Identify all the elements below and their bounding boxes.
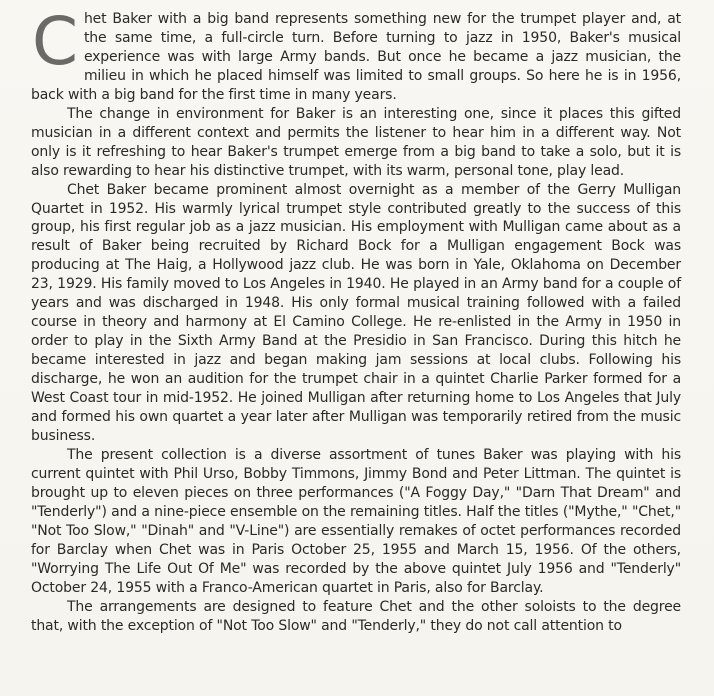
paragraph-2: The change in environment for Baker is an interesting one, since it places this gifted musician in a different context and permits the listener to hear him in a different way. Not only is it refreshing to hear Baker's trumpet emerge from a big band to take a solo, but it is also rewarding to hear his distinctive trumpet, with its warm, personal tone, play lead. xyxy=(31,105,681,179)
paragraph-3: Chet Baker became prominent almost overnight as a member of the Gerry Mulligan Quartet in 1952. His warmly lyrical trumpet style contributed greatly to the success of this group, his first regular job as a jazz musician. His employment with Mulligan came about as a result of Baker being recruited by Richard Bock for a Mulligan engagement Bock was producing at The Haig, a Hollywood jazz club. He was born in Yale, Oklahoma on December 23, 1929. His family moved to Los Angeles in 1940. He played in an Army band for a couple of years and was discharged in 1948. His only formal musical training followed with a failed course in theory and harmony at El Camino College. He re-enlisted in the Army in 1950 in order to play in the Sixth Army Band at the Presidio in San Francisco. During this hitch he became interested in jazz and began making jam sessions at local clubs. Following his discharge, he won an audition for the trumpet chair in a quintet Charlie Parker formed for a West Coast tour in mid-1952. He joined Mulligan after returning home to Los Angeles that July and formed his own quartet a year later after Mulligan was temporarily retired from the music business. xyxy=(31,181,681,444)
paragraph-5: The arrangements are designed to feature Chet and the other soloists to the degree that, with the exception of "Not Too Slow" and "Tenderly," they do not call attention to xyxy=(31,598,681,634)
paragraph-4: The present collection is a diverse assortment of tunes Baker was playing with his current quintet with Phil Urso, Bobby Timmons, Jimmy Bond and Peter Littman. The quintet is brought up to eleven pieces on three performances ("A Foggy Day," "Darn That Dream" and "Tenderly") and a nine-piece ensemble on the remaining titles. Half the titles ("Mythe," "Chet," "Not Too Slow," "Dinah" and "V-Line") are essentially remakes of octet performances recorded for Barclay when Chet was in Paris October 25, 1955 and March 15, 1956. Of the others, "Worrying The Life Out Of Me" was recorded by the above quintet July 1956 and "Tenderly" October 24, 1955 with a Franco-American quartet in Paris, also for Barclay. xyxy=(31,446,681,596)
drop-cap: C xyxy=(32,3,78,80)
liner-notes-text xyxy=(31,3,681,635)
paragraph-1 xyxy=(31,3,681,105)
paragraph-1-text: het Baker with a big band represents something new for the trumpet player and, at the same time, a full-circle turn. Before turning to jazz in 1950, Baker's musical experience was with large Army bands. But once he became a jazz musician, the milieu in which he placed himself was limited to small groups. So here he is in 1956, back with a big band for the first time in many years. xyxy=(31,11,681,103)
